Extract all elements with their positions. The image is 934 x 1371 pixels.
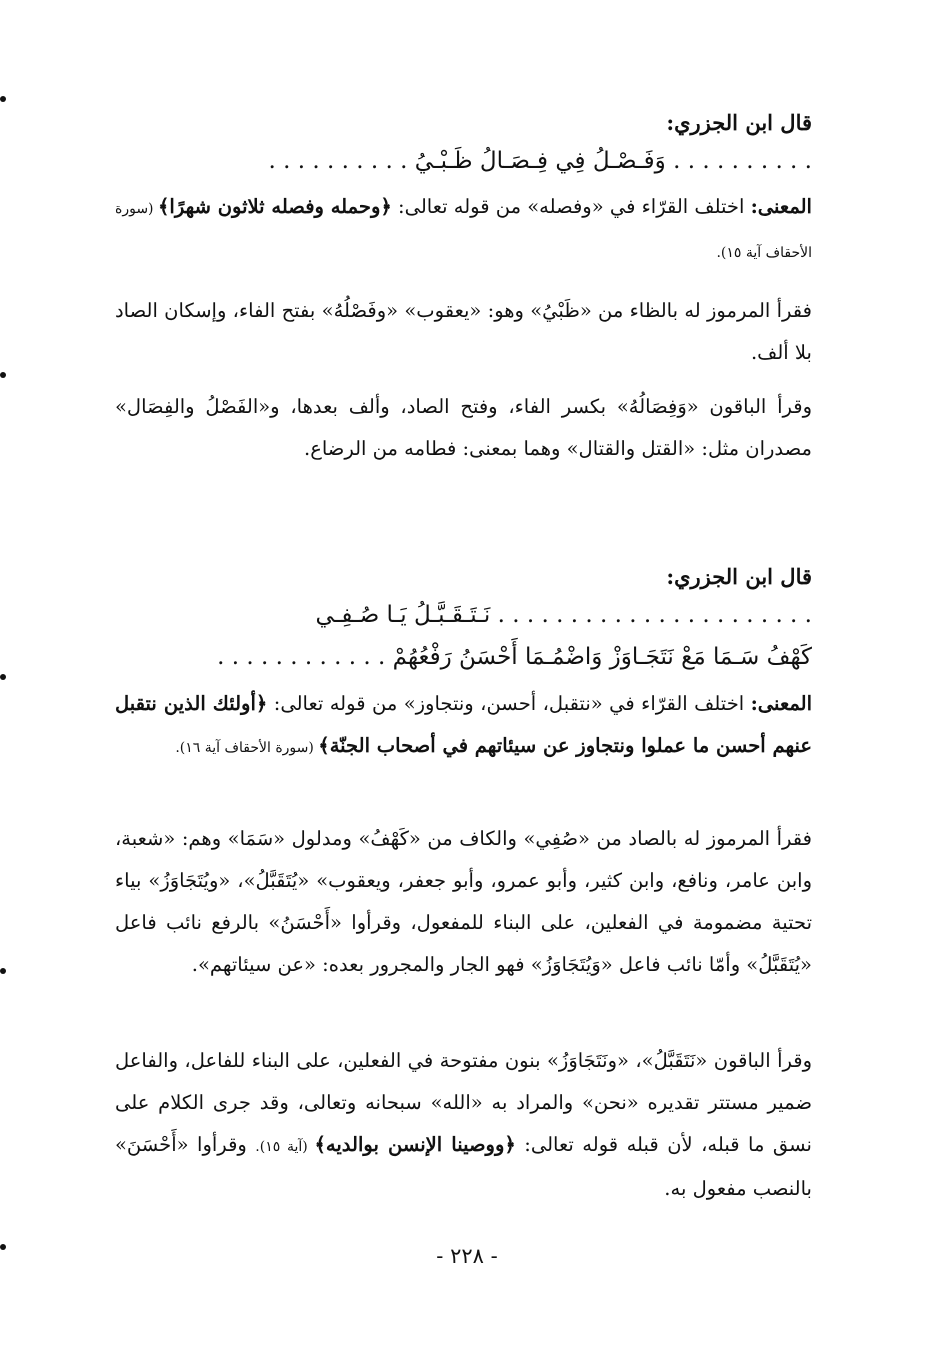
meaning-paragraph: [115, 683, 812, 769]
meaning-label: المعنى:: [750, 195, 812, 218]
verse-line: . . . . . . . . . . وَفَـصْـلُ فِي فِـصَـالُ ظَـبْـيُ . . . . . . . . . .: [268, 148, 812, 174]
reading-paragraph: فقرأ المرموز له بالصاد من «صُفِي» والكاف من «كَهْفُ» ومدلول «سَمَا» وهم: «شعبة، وابن عامر، ونافع، وابن كثير، وأبو عمرو، وأبو جعفر، ويعقوب» «يُتَقَبَّلُ»، «ويُتَجَاوَزُ» بياء تحتية مضمومة في الفعلين، على البناء للمفعول، وقرأوا «أَحْسَنُ» بالرفع نائب فاعل «يُتَقَبَّلُ» وأمّا نائب فاعل «وَيُتَجَاوَزُ» فهو الجار والمجرور بعده: «عن سيئاتهم».: [115, 827, 812, 976]
reading-paragraph: فقرأ المرموز له بالظاء من «ظَبْيُ» وهو: «يعقوب» «وفَصْلُهُ» بفتح الفاء، وإسكان الصاد بلا ألف.: [115, 299, 812, 364]
quran-quote: ﴿ووصينا الإنسن بوالديه﴾: [314, 1133, 516, 1156]
verse-line: . . . . . . . . . . . . . . . . . . . . . . نَـتَـقَـبَّـلُ يَـا صُـفِـي: [315, 602, 812, 628]
scan-mark: [0, 96, 6, 102]
sura-reference: (سورة الأحقاف آية ١٥).: [115, 201, 812, 261]
quran-quote: ﴿وحمله وفصله ثلاثون شهرًا﴾: [157, 195, 392, 218]
verse-line: كَهْفُ سَـمَا مَعْ نَتَجَـاوَزْ وَاضْمُـمَا أَحْسَنُ رَفْعُهُمْ . . . . . . . . . . . .: [217, 644, 812, 670]
verse-reference: (آية ١٥).: [255, 1139, 315, 1155]
scan-mark: [0, 968, 6, 974]
paragraph-text: وقرأ الباقون «نَتَقَبَّلُ»، «ونَتَجَاوَزُ» بنون مفتوحة في الفعلين، على البناء للفاعل، والفاعل ضمير مستتر تقديره «نحن» والمراد به «الله» سبحانه وتعالى، وقد جرى الكلام على نسق ما قبله، لأن قبله قوله تعالى:: [115, 1049, 812, 1156]
quran-quote: ﴿أولئك الذين نتقبل عنهم أحسن ما عملوا ونتجاوز عن سيئاتهم في أصحاب الجنّة﴾: [115, 692, 812, 757]
meaning-label: المعنى:: [750, 692, 812, 715]
paragraph-text: اختلف القرّاء في «نتقبل، أحسن، ونتجاوز» من قوله تعالى:: [267, 692, 751, 715]
scan-mark: [0, 1244, 6, 1250]
sura-reference: (سورة الأحقاف آية ١٦).: [175, 740, 319, 756]
section-heading: قال ابن الجزري:: [666, 110, 812, 135]
paragraph-text: وقرأوا «أَحْسَنَ» بالنصب مفعول به.: [115, 1133, 812, 1200]
page-number: - ٢٢٨ -: [436, 1244, 498, 1268]
section-heading: قال ابن الجزري:: [666, 564, 812, 589]
paragraph-text: اختلف القرّاء في «وفصله» من قوله تعالى:: [391, 195, 751, 218]
scan-mark: [0, 674, 6, 680]
meaning-paragraph: [115, 186, 812, 274]
scan-mark: [0, 372, 6, 378]
reading-paragraph: وقرأ الباقون «وَفِصَالُهُ» بكسر الفاء، وفتح الصاد، وألف بعدها، و«الفَصْلُ والفِصَال» مصدران مثل: «القتل والقتال» وهما بمعنى: فطامه من الرضاع.: [115, 395, 812, 460]
reading-paragraph: [115, 1040, 812, 1210]
